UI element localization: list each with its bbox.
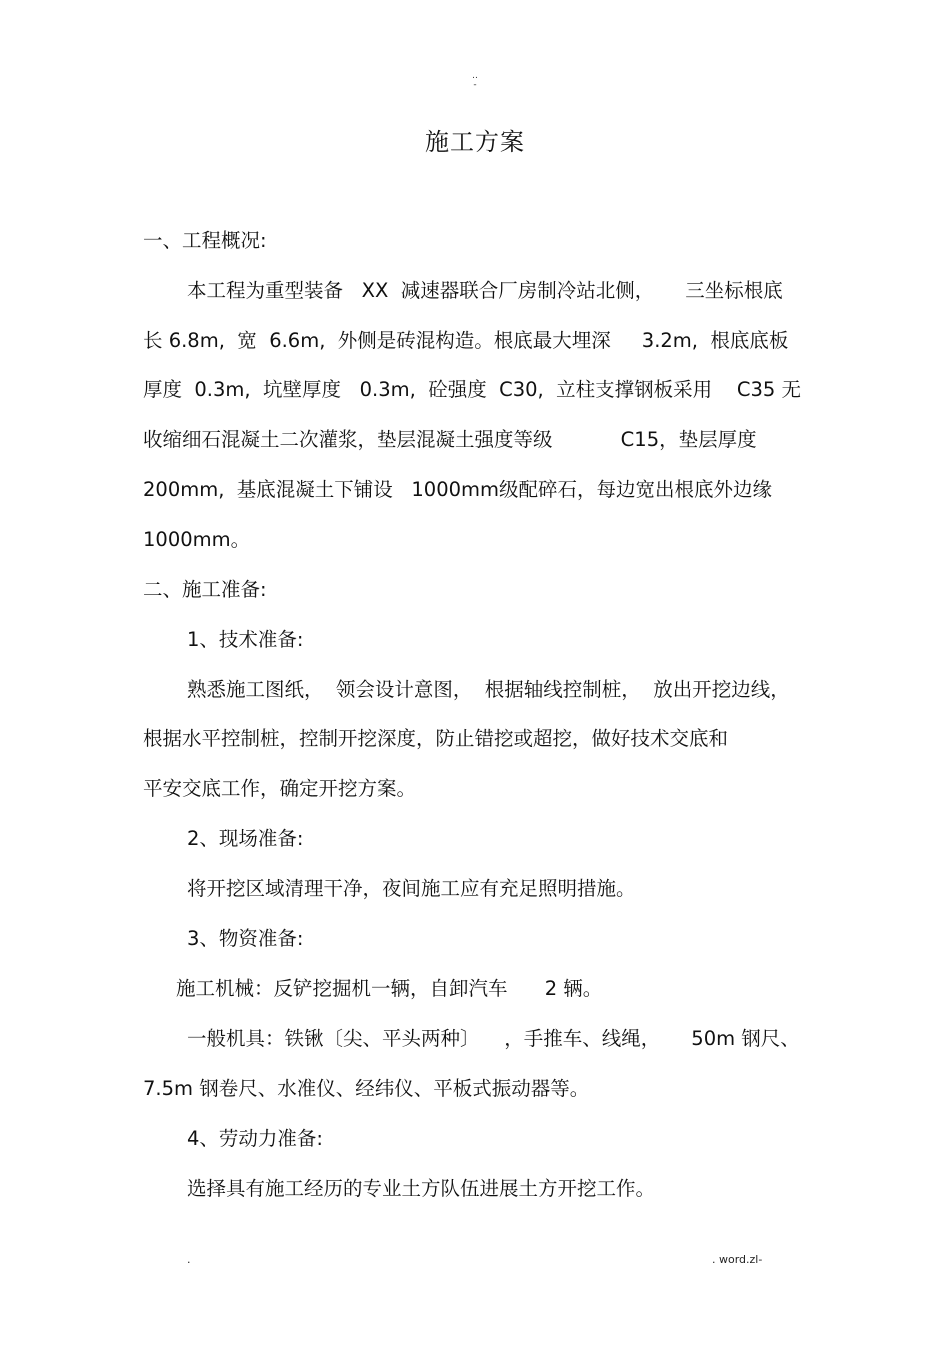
paragraph-line: 1000mm。: [143, 528, 251, 551]
paragraph-line: 长 6.8m, 宽 6.6m, 外侧是砖混构造。根底最大埋深 3.2m, 根底底板: [143, 329, 789, 352]
paragraph-line: 本工程为重型装备 XX 减速器联合厂房制冷站北侧， 三坐标根底: [187, 279, 783, 302]
subsection-heading-materials: 3、物资准备:: [187, 927, 304, 950]
footer-watermark: . word.zl-: [712, 1253, 763, 1266]
footer-left-mark: .: [187, 1253, 191, 1266]
subsection-heading-site: 2、现场准备:: [187, 827, 304, 850]
header-mark: .. -: [472, 71, 478, 90]
paragraph-line: 将开挖区域清理干净，夜间施工应有充足照明措施。: [187, 877, 636, 900]
subsection-heading-labor: 4、劳动力准备:: [187, 1127, 323, 1150]
paragraph-line: 收缩细石混凝土二次灌浆，垫层混凝土强度等级 C15，垫层厚度: [143, 428, 757, 451]
paragraph-line: 一般机具：铁锹〔尖、平头两种〕 ，手推车、线绳， 50m 钢尺、: [187, 1027, 800, 1050]
paragraph-line: 厚度 0.3m, 坑壁厚度 0.3m, 砼强度 C30, 立柱支撑钢板采用 C35 无: [143, 378, 802, 401]
paragraph-line: 施工机械：反铲挖掘机一辆，自卸汽车 2 辆。: [176, 977, 603, 1000]
subsection-heading-technical: 1、技术准备:: [187, 628, 304, 651]
paragraph-line: 根据水平控制桩，控制开挖深度，防止错挖或超挖，做好技术交底和: [143, 727, 729, 750]
paragraph-line: 平安交底工作，确定开挖方案。: [143, 777, 417, 800]
paragraph-line: 7.5m 钢卷尺、水准仪、经纬仪、平板式振动器等。: [143, 1077, 590, 1100]
paragraph-line: 熟悉施工图纸， 领会设计意图， 根据轴线控制桩， 放出开挖边线，: [187, 678, 790, 701]
paragraph-line: 200mm, 基底混凝土下铺设 1000mm级配碎石，每边宽出根底外边缘: [143, 478, 773, 501]
section-heading-preparation: 二、施工准备:: [143, 578, 267, 601]
section-heading-overview: 一、工程概况:: [143, 229, 267, 252]
paragraph-line: 选择具有施工经历的专业土方队伍进展土方开挖工作。: [187, 1177, 656, 1200]
document-title: 施工方案: [425, 128, 525, 156]
